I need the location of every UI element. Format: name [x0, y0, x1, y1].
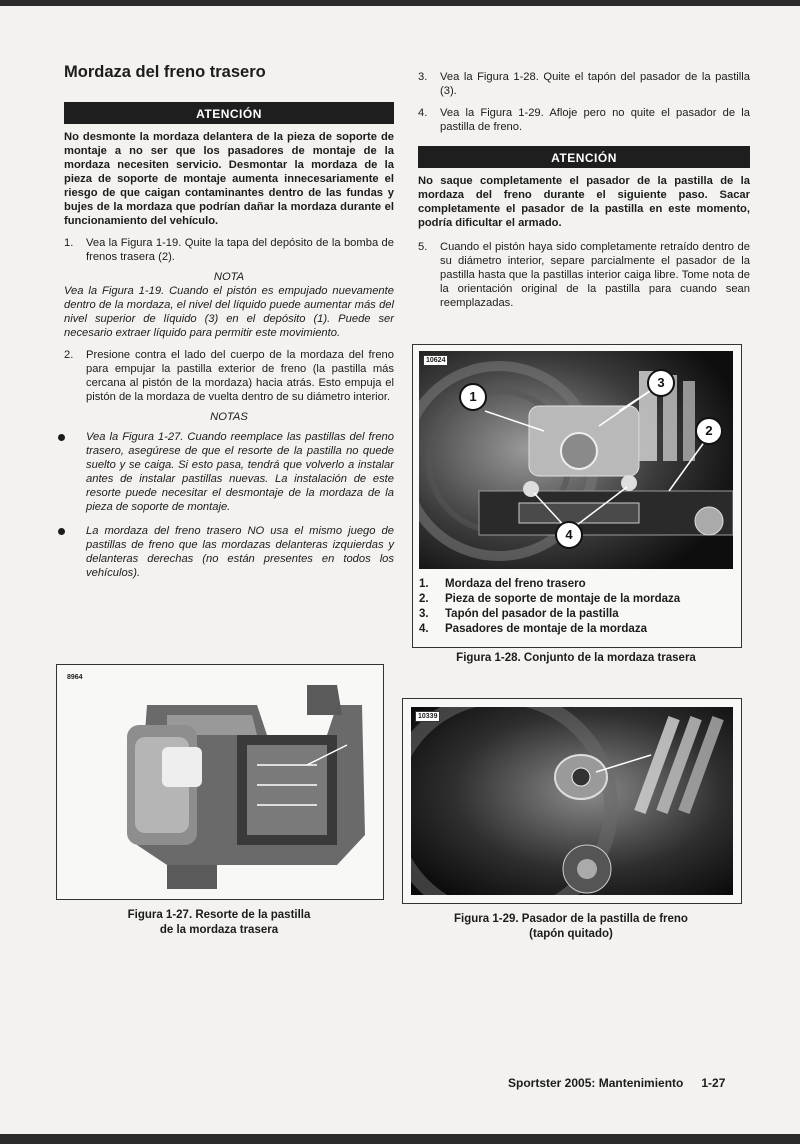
legend-number: 4. — [419, 623, 429, 635]
step-4 — [418, 106, 750, 134]
callout-1: 1 — [459, 383, 487, 411]
nota-bullet — [64, 430, 394, 514]
left-column — [64, 102, 394, 580]
warning-label: ATENCIÓN — [196, 107, 262, 121]
bullet-text: Vea la Figura 1-27. Cuando reemplace las pastillas del freno trasero, asegúrese de que el resorte de la pastilla no quede suelto y se caiga. Si esto pasa, tendrá que volverlo a instalar antes de instalar pastillas nuevas. La instalación de este resorte puede necesitar el desmontaje de la mordaza de la pieza de soporte de montaje. — [86, 431, 394, 513]
legend-text: Pasadores de montaje de la mordaza — [445, 623, 647, 635]
bullet-text: La mordaza del freno trasero NO usa el mismo juego de pastillas de freno que las mordazas delanteras izquierdas y delanteras derechas (no están presentes en todos los vehículos). — [86, 525, 394, 579]
figure-1-28 — [412, 344, 742, 648]
footer-title: Sportster 2005: Mantenimiento — [508, 1076, 684, 1090]
legend-item — [419, 592, 735, 607]
notas-title: NOTAS — [210, 411, 248, 423]
section-title: Mordaza del freno trasero — [64, 63, 266, 81]
step-text: Vea la Figura 1-28. Quite el tapón del pasador de la pastilla (3). — [440, 71, 750, 97]
pad-spring-photo — [107, 675, 367, 891]
legend-number: 3. — [419, 608, 429, 620]
figure-1-28-caption: Figura 1-28. Conjunto de la mordaza trasera — [456, 652, 696, 664]
legend-item — [419, 607, 735, 622]
figure-id: 8964 — [67, 674, 83, 681]
nota-bullet — [64, 524, 394, 580]
legend-item — [419, 577, 735, 592]
legend-number: 1. — [419, 578, 429, 590]
warning-text-left: No desmonte la mordaza delantera de la pieza de soporte de montaje a no ser que los pasadores de montaje de la mordaza necesiten servicio. Desmontar la mordaza de la pieza de soporte de montaje aumenta innecesariamente el riesgo de que caigan contaminantes dentro de las fundas y bujes de la mordaza que podrían dañar la mordaza durante el funcionamiento del vehículo. — [64, 131, 394, 227]
step-text: Vea la Figura 1-29. Afloje pero no quite el pasador de la pastilla de freno. — [440, 107, 750, 133]
brake-pad-pin-illustration — [411, 707, 733, 895]
bottom-border — [0, 1134, 800, 1144]
pad-spring-illustration — [107, 675, 367, 891]
legend-text: Pieza de soporte de montaje de la mordaza — [445, 593, 681, 605]
legend-number: 2. — [419, 593, 429, 605]
page-footer — [508, 1076, 725, 1090]
step-2 — [64, 348, 394, 404]
warning-banner-left — [64, 102, 394, 124]
manual-page — [0, 6, 800, 1134]
step-text: Presione contra el lado del cuerpo de la mordaza del freno para empujar la pastilla exterior de freno (la pastilla más cercana al pistón de la mordaza) hacia atrás. Esto empuja el pistón de la mordaza de vuelta dentro de su diámetro interior. — [86, 349, 394, 403]
warning-label: ATENCIÓN — [551, 151, 617, 165]
figure-1-29 — [402, 698, 742, 904]
figure-1-29-caption — [402, 912, 740, 942]
caption-line: Figura 1-27. Resorte de la pastilla — [127, 909, 311, 921]
warning-banner-right — [418, 146, 750, 168]
page-number: 1-27 — [701, 1076, 726, 1090]
step-number: 5. — [418, 241, 428, 253]
callout-4: 4 — [555, 521, 583, 549]
figure-id: 10624 — [423, 355, 448, 366]
figure-1-27-caption — [56, 908, 382, 938]
figure-1-27 — [56, 664, 384, 900]
caption-line: (tapón quitado) — [529, 928, 613, 940]
right-column — [418, 70, 750, 310]
nota-title: NOTA — [213, 271, 245, 283]
step-1 — [64, 236, 394, 264]
caption-line: Figura 1-29. Pasador de la pastilla de freno — [454, 913, 688, 925]
legend-text: Tapón del pasador de la pastilla — [445, 608, 619, 620]
figure-legend — [419, 577, 735, 637]
step-3 — [418, 70, 750, 98]
warning-text-right: No saque completamente el pasador de la pastilla de la mordaza del freno durante el siguiente paso. Sacar completamente el pasador de la pastilla en este momento, podría dificultar el armado. — [418, 175, 750, 229]
step-number: 3. — [418, 71, 428, 83]
step-number: 1. — [64, 237, 74, 249]
legend-text: Mordaza del freno trasero — [445, 578, 586, 590]
step-text: Vea la Figura 1-19. Quite la tapa del depósito de la bomba de frenos trasera (2). — [86, 237, 394, 263]
legend-item — [419, 622, 735, 637]
callout-2: 2 — [695, 417, 723, 445]
step-text: Cuando el pistón haya sido completamente retraído dentro de su diámetro interior, separe parcialmente el pasador de la pastilla hasta que la pastillas interior caiga libre. Tome nota de la orientación original de la pastilla para cuando sean reemplazadas. — [440, 241, 750, 309]
step-5 — [418, 240, 750, 310]
caption-line: de la mordaza trasera — [159, 924, 279, 936]
bullet-dot — [58, 434, 65, 441]
callout-3: 3 — [647, 369, 675, 397]
brake-pad-pin-photo — [411, 707, 733, 895]
step-number: 2. — [64, 349, 74, 361]
bullet-dot — [58, 528, 65, 535]
step-number: 4. — [418, 107, 428, 119]
figure-id: 10339 — [415, 711, 440, 722]
nota-text: Vea la Figura 1-19. Cuando el pistón es empujado nuevamente dentro de la mordaza, el nivel del líquido puede aumentar más del nivel superior de líquido (3) en el depósito (1). Puede ser necesario extraer líquido para permitir este movimiento. — [64, 285, 394, 339]
